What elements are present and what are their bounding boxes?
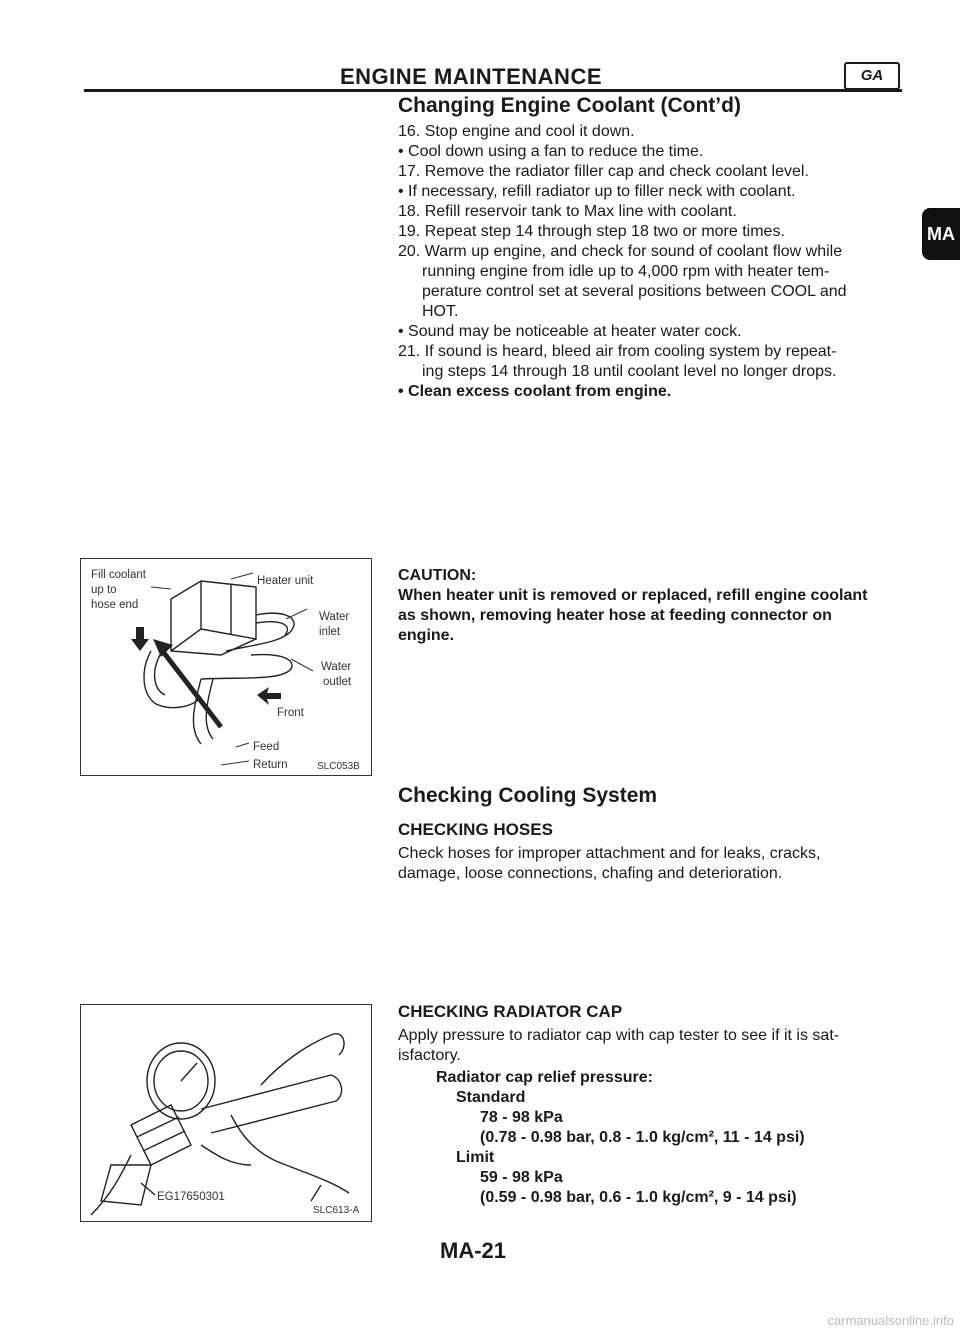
step-line: HOT. — [422, 303, 459, 320]
label-water-inlet-2: inlet — [319, 626, 341, 638]
step-line: 18. Refill reservoir tank to Max line with coolant. — [398, 203, 737, 220]
label-water-inlet: Water — [319, 611, 350, 623]
spec-limit-conversion: (0.59 - 0.98 bar, 0.6 - 1.0 kg/cm², 9 - 14 psi) — [480, 1189, 797, 1206]
part-code-label: EG17650301 — [157, 1191, 225, 1203]
figure-code: SLC613-A — [313, 1205, 360, 1216]
label-water-outlet: Water — [321, 661, 352, 673]
section-title-checking-cooling: Checking Cooling System — [398, 784, 658, 807]
step-line: ing steps 14 through 18 until coolant level no longer drops. — [422, 363, 837, 380]
step-line: running engine from idle up to 4,000 rpm with heater tem- — [422, 263, 830, 280]
step-line: 16. Stop engine and cool it down. — [398, 123, 635, 140]
cap-line: isfactory. — [398, 1047, 461, 1064]
label-front: Front — [277, 707, 304, 719]
figure-code: SLC053B — [317, 761, 360, 772]
subhead-checking-radiator-cap: CHECKING RADIATOR CAP — [398, 1002, 623, 1021]
page-number: MA-21 — [440, 1238, 507, 1263]
hoses-line: Check hoses for improper attachment and for leaks, cracks, — [398, 845, 821, 862]
subhead-checking-hoses: CHECKING HOSES — [398, 820, 553, 839]
spec-heading: Radiator cap relief pressure: — [436, 1069, 653, 1086]
watermark: carmanualsonline.info — [827, 1313, 954, 1328]
caution-line: as shown, removing heater hose at feeding connector on — [398, 607, 832, 624]
label-water-outlet-2: outlet — [323, 676, 352, 688]
label-heater-unit: Heater unit — [257, 575, 314, 587]
label-fill-coolant-3: hose end — [91, 599, 139, 611]
step-line: perature control set at several positions between COOL and — [422, 283, 847, 300]
step-line-bold: • Clean excess coolant from engine. — [398, 383, 672, 400]
spec-standard-conversion: (0.78 - 0.98 bar, 0.8 - 1.0 kg/cm², 11 - 14 psi) — [480, 1129, 805, 1146]
label-return: Return — [253, 759, 288, 771]
step-line: 21. If sound is heard, bleed air from cooling system by repeat- — [398, 343, 837, 360]
caution-line: engine. — [398, 627, 455, 644]
caution-line: When heater unit is removed or replaced, refill engine coolant — [398, 587, 868, 604]
spec-standard-label: Standard — [456, 1089, 526, 1106]
label-feed: Feed — [253, 741, 280, 753]
spec-limit-kpa: 59 - 98 kPa — [480, 1169, 563, 1186]
header-divider — [84, 89, 902, 92]
hoses-line: damage, loose connections, chafing and deterioration. — [398, 865, 783, 882]
step-line: • Cool down using a fan to reduce the time. — [398, 143, 704, 160]
cap-tester-figure — [80, 1004, 372, 1222]
label-fill-coolant-2: up to — [91, 584, 117, 596]
step-line: 20. Warm up engine, and check for sound of coolant flow while — [398, 243, 843, 260]
spec-limit-label: Limit — [456, 1149, 495, 1166]
hoses-text — [398, 844, 820, 884]
heater-hose-figure — [80, 558, 372, 776]
coolant-steps — [398, 122, 847, 402]
engine-code-badge: GA — [844, 62, 900, 90]
step-line: • Sound may be noticeable at heater water cock. — [398, 323, 742, 340]
cap-text — [398, 1026, 839, 1066]
step-line: 17. Remove the radiator filler cap and check coolant level. — [398, 163, 809, 180]
page-header-title: ENGINE MAINTENANCE — [340, 64, 603, 89]
spec-standard-kpa: 78 - 98 kPa — [480, 1109, 563, 1126]
cap-spec — [436, 1068, 805, 1208]
step-line: • If necessary, refill radiator up to filler neck with coolant. — [398, 183, 796, 200]
caution-block — [398, 566, 867, 646]
cap-tester-illustration — [81, 1005, 371, 1221]
section-title-changing-coolant: Changing Engine Coolant (Cont’d) — [398, 94, 741, 117]
caution-heading: CAUTION: — [398, 567, 477, 584]
label-fill-coolant: Fill coolant — [91, 569, 146, 581]
step-line: 19. Repeat step 14 through step 18 two or more times. — [398, 223, 785, 240]
section-tab-ma[interactable]: MA — [922, 208, 960, 260]
cap-line: Apply pressure to radiator cap with cap tester to see if it is sat- — [398, 1027, 840, 1044]
